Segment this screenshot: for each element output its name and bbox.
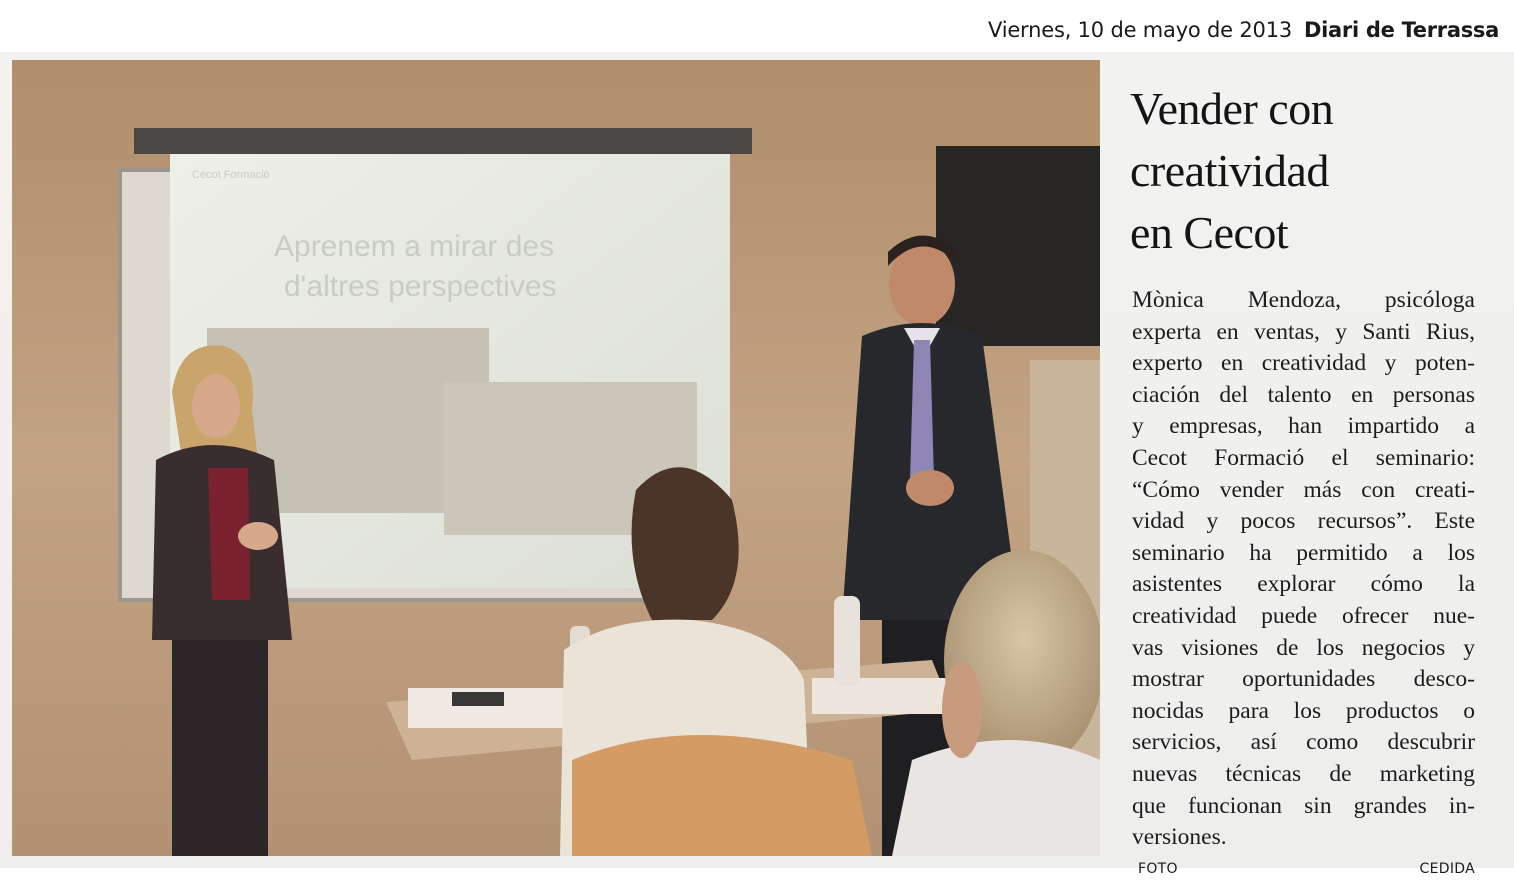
body-line: seminario ha permitido a los xyxy=(1132,539,1475,566)
body-line-last xyxy=(1132,822,1475,885)
headline xyxy=(1130,78,1510,264)
body-line: y empresas, han impartido a xyxy=(1132,413,1475,440)
body-line-final: versiones. xyxy=(1132,824,1227,851)
body-line: experto en creatividad y poten- xyxy=(1132,350,1475,377)
classroom-scene xyxy=(12,60,1100,856)
body-line: experta en ventas, y Santi Rius, xyxy=(1132,318,1475,345)
headline-line-2: creatividad xyxy=(1130,145,1329,196)
body-line: vidad y pocos recursos”. Este xyxy=(1132,508,1475,535)
body-line: vas visiones de los negocios y xyxy=(1132,634,1475,661)
papers-right xyxy=(812,678,946,714)
wall-monitor xyxy=(936,146,1100,346)
newspaper-name: Diari de Terrassa xyxy=(1304,18,1500,42)
body-line: ciación del talento en personas xyxy=(1132,381,1475,408)
body-line: Cecot Formació el seminario: xyxy=(1132,444,1475,471)
headline-line-1: Vender con xyxy=(1130,83,1334,134)
body-line: servicios, así como descubrir xyxy=(1132,729,1475,756)
article-photo xyxy=(12,60,1100,856)
headline-line-3: en Cecot xyxy=(1130,207,1289,258)
device-on-desk xyxy=(452,692,504,706)
water-bottle xyxy=(834,596,860,686)
masthead xyxy=(988,18,1498,50)
body-line: nuevas técnicas de marketing xyxy=(1132,760,1475,787)
body-line: nocidas para los productos o xyxy=(1132,697,1475,724)
body-line: asistentes explorar cómo la xyxy=(1132,571,1475,598)
body-line: creatividad puede ofrecer nue- xyxy=(1132,602,1475,629)
screen-roller xyxy=(134,128,752,154)
slide-title-line-2: d'altres perspectives xyxy=(284,270,557,303)
slide-title-line-1: Aprenem a mirar des xyxy=(274,230,555,263)
body-line: mostrar oportunidades desco- xyxy=(1132,666,1475,693)
article-body xyxy=(1132,285,1475,885)
publication-date: Viernes, 10 de mayo de 2013 xyxy=(988,18,1293,42)
body-line: “Cómo vender más con creati- xyxy=(1132,476,1475,503)
slide-logo: Cecot Formació xyxy=(192,169,270,181)
body-line: Mònica Mendoza, psicóloga xyxy=(1132,287,1475,313)
photo-credit: FOTO CEDIDA xyxy=(1138,860,1475,877)
body-line: que funcionan sin grandes in- xyxy=(1132,792,1475,819)
